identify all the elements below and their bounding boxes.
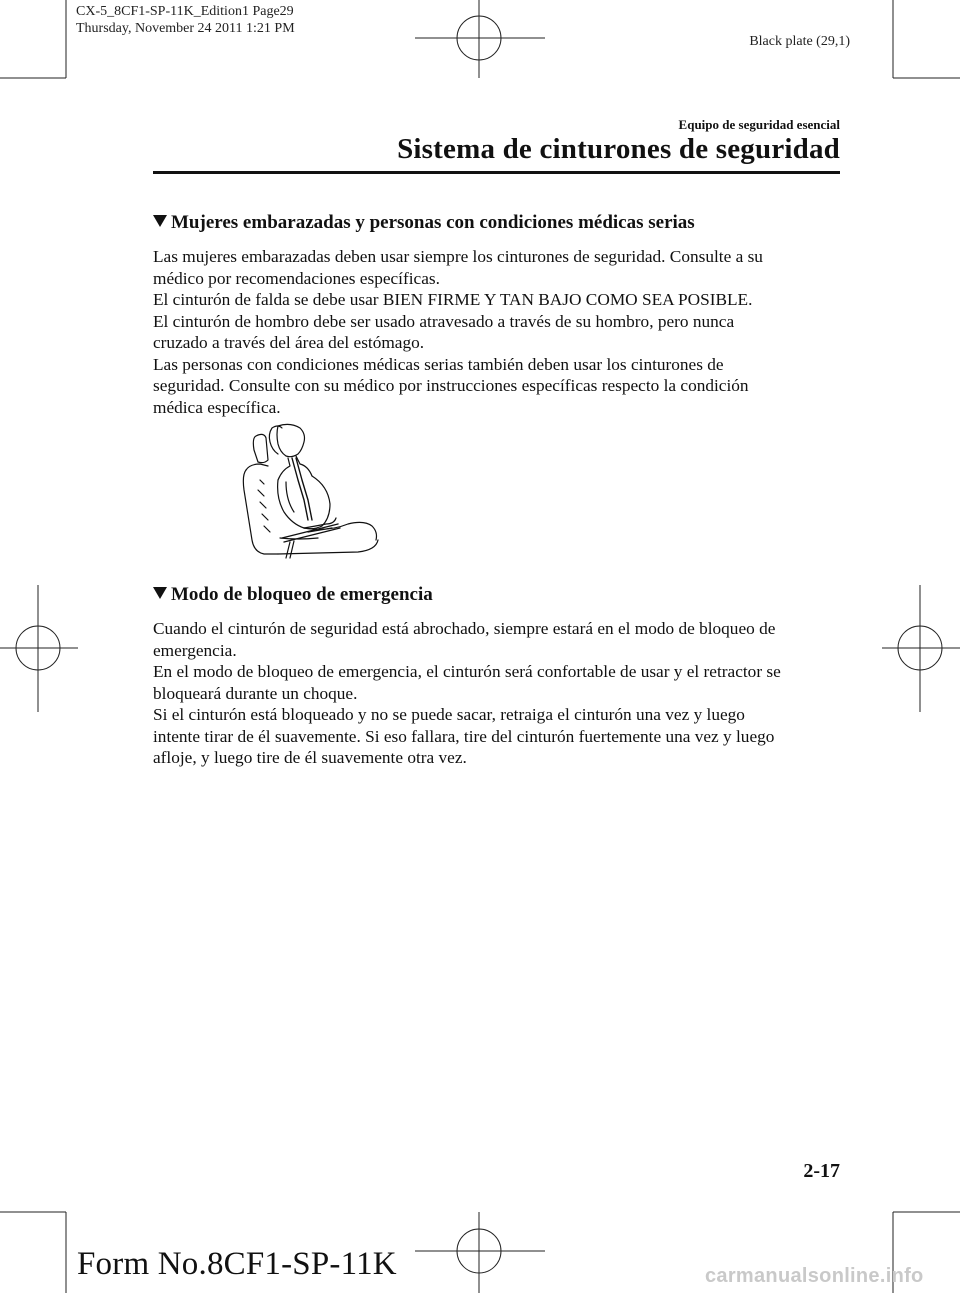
paragraph-pregnant: [153, 246, 853, 418]
down-triangle-icon: [153, 215, 167, 227]
text-line: El cinturón de falda se debe usar BIEN FIRME Y TAN BAJO COMO SEA POSIBLE.: [153, 290, 753, 309]
text-line: afloje, y luego tire de él suavemente otra vez.: [153, 748, 467, 767]
pregnant-woman-seatbelt-illustration: [238, 420, 398, 560]
print-meta-line2: Thursday, November 24 2011 1:21 PM: [76, 21, 295, 36]
text-line: Las mujeres embarazadas deben usar siempre los cinturones de seguridad. Consulte a su: [153, 247, 763, 266]
text-line: médico por recomendaciones específicas.: [153, 268, 440, 288]
page-number: 2-17: [803, 1160, 840, 1182]
form-number: Form No.8CF1-SP-11K: [77, 1246, 397, 1282]
section-heading-emergency-lock: [153, 584, 433, 606]
text-line: emergencia.: [153, 640, 237, 660]
text-line: seguridad. Consulte con su médico por instrucciones específicas respecto la condición: [153, 376, 749, 395]
section-label: Equipo de seguridad esencial: [678, 117, 840, 132]
section-heading-text: Modo de bloqueo de emergencia: [171, 584, 433, 605]
section-heading-text: Mujeres embarazadas y personas con condiciones médicas serias: [171, 212, 695, 233]
print-meta: [76, 3, 295, 37]
plate-label: Black plate (29,1): [749, 34, 850, 49]
text-line: Si el cinturón está bloqueado y no se puede sacar, retraiga el cinturón una vez y luego: [153, 705, 745, 724]
watermark-link[interactable]: carmanualsonline.info: [705, 1265, 924, 1287]
title-rule: [153, 171, 840, 174]
text-line: intente tirar de él suavemente. Si eso fallara, tire del cinturón fuertemente una vez y luego: [153, 726, 775, 746]
down-triangle-icon: [153, 587, 167, 599]
print-meta-line1: CX-5_8CF1-SP-11K_Edition1 Page29: [76, 4, 294, 19]
text-line: médica específica.: [153, 397, 281, 417]
text-line: En el modo de bloqueo de emergencia, el cinturón será confortable de usar y el retractor se: [153, 662, 781, 681]
paragraph-emergency-lock: [153, 618, 853, 769]
text-line: bloqueará durante un choque.: [153, 683, 358, 703]
text-line: cruzado a través del área del estómago.: [153, 333, 425, 352]
section-heading-pregnant: [153, 212, 695, 234]
text-line: Cuando el cinturón de seguridad está abrochado, siempre estará en el modo de bloqueo de: [153, 619, 776, 638]
page-title: Sistema de cinturones de seguridad: [397, 133, 840, 165]
text-line: El cinturón de hombro debe ser usado atravesado a través de su hombro, pero nunca: [153, 311, 735, 331]
text-line: Las personas con condiciones médicas serias también deben usar los cinturones de: [153, 354, 724, 374]
